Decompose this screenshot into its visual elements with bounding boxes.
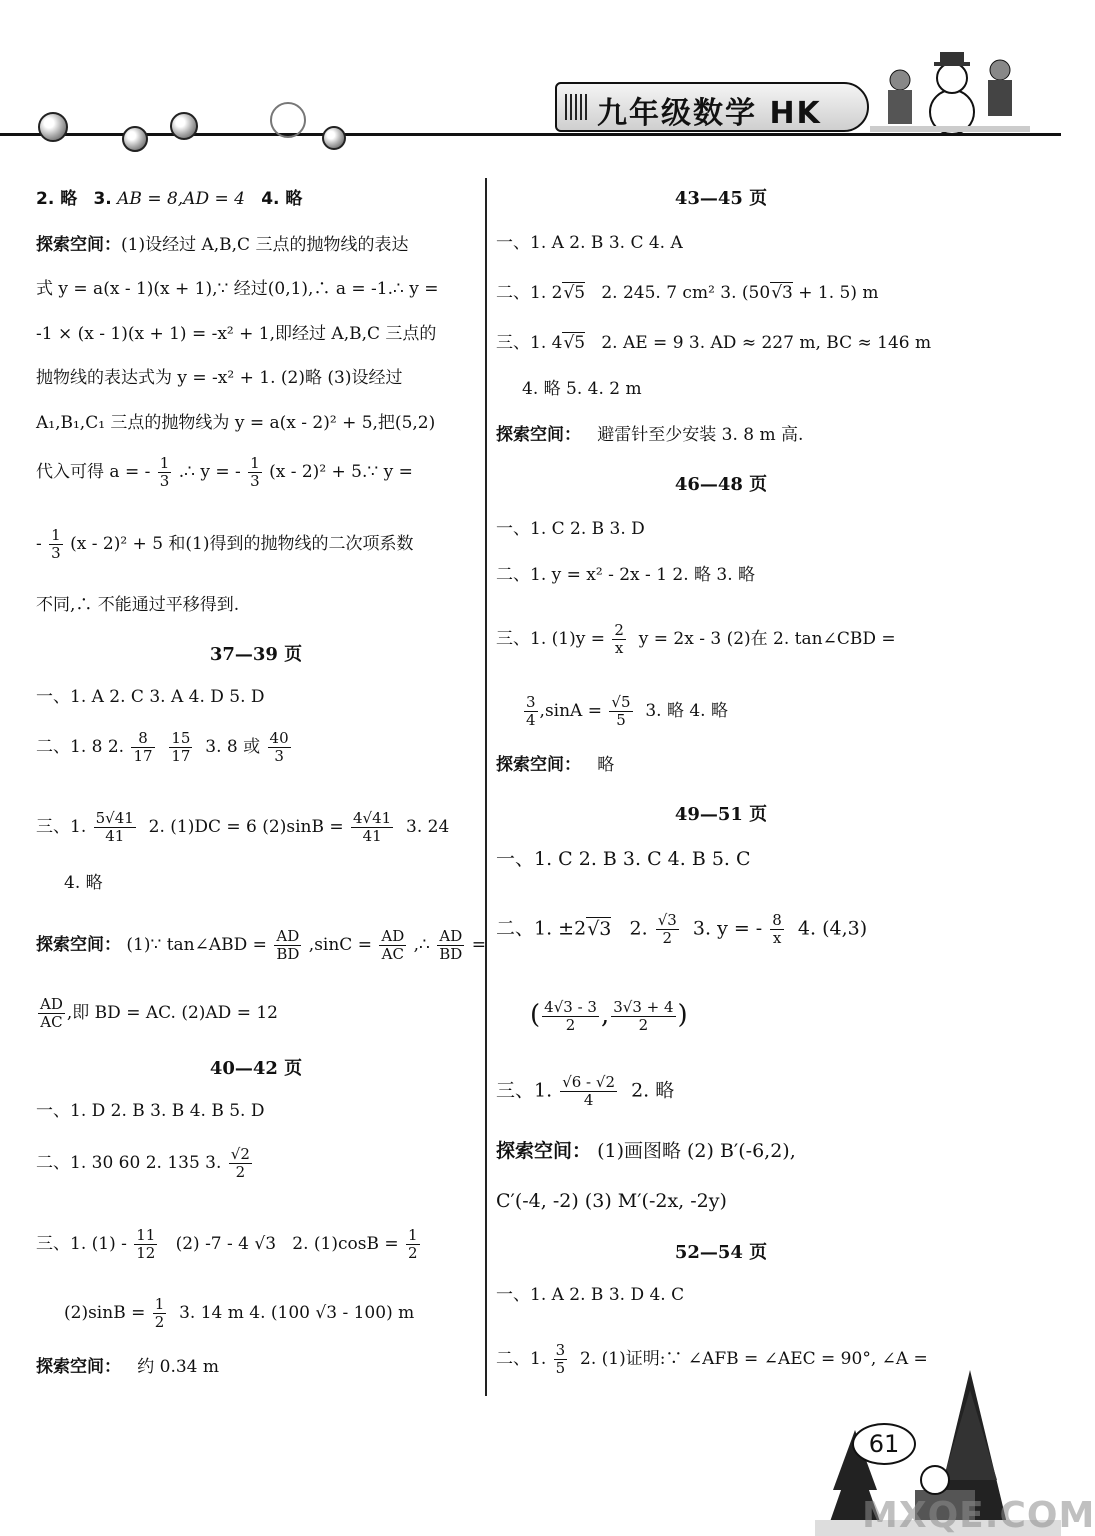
- fraction: $\frac{1}{2}$: [408, 1226, 418, 1262]
- fraction: $\frac{2}{x}$: [614, 621, 624, 657]
- explore-label: 探索空间：: [36, 935, 121, 955]
- fraction: $\frac{AD}{BD}$: [439, 927, 463, 963]
- fraction: $\frac{40}{3}$: [269, 729, 289, 765]
- explore-line: $\frac{AD}{AC}$ ,即 BD = AC. (2)AD = 12: [40, 995, 278, 1031]
- fraction: $\frac{√2}{2}$: [230, 1145, 250, 1181]
- section-title: 46—48 页: [674, 474, 768, 495]
- answer-line: 4. 略 5. 4. 2 m: [522, 379, 642, 399]
- explore-line: 探索空间： (1)∵ tan∠ABD = $\frac{AD}{BD}$ ,sinC = $\frac{AD}{AC}$ ,∴ $\frac{AD}{BD}$ =: [36, 927, 486, 963]
- fraction: $\frac{√6 - √2}{4}$: [562, 1073, 615, 1109]
- fraction: $\frac{8}{x}$: [772, 911, 782, 947]
- explore-line: 探索空间： 避雷针至少安装 3. 8 m 高.: [496, 425, 804, 445]
- answer-line: ( $\frac{4√3 - 3}{2}$ , $\frac{3√3 + 4}{2}$ ): [530, 997, 688, 1034]
- fraction: $\frac{3}{4}$: [526, 693, 536, 729]
- ornament-icon: [270, 102, 306, 138]
- ornament-icon: [322, 126, 346, 150]
- explore-line: A₁,B₁,C₁ 三点的抛物线为 y = a(x - 2)² + 5,把(5,2): [36, 413, 436, 433]
- answer-line: 三、1. $\frac{5√41}{41}$ 2. (1)DC = 6 (2)sinB = $\frac{4√41}{41}$ 3. 24: [36, 809, 450, 845]
- explore-line: - $\frac{1}{3}$ (x - 2)² + 5 和(1)得到的抛物线的二次项系数: [36, 526, 414, 562]
- answer-line: 三、1. (1)y = $\frac{2}{x}$ y = 2x - 3 (2)在 2. tan∠CBD =: [496, 621, 896, 657]
- explore-label: 探索空间：: [36, 1357, 121, 1377]
- explore-line: 代入可得 a = - $\frac{1}{3}$ .∴ y = - $\frac{1}{3}$ (x - 2)² + 5.∵ y =: [36, 454, 413, 490]
- explore-line: 式 y = a(x - 1)(x + 1),∵ 经过(0,1),∴ a = -1.∴ y =: [36, 279, 439, 299]
- page-title: 九年级数学 HK: [597, 96, 822, 131]
- answer-line: 一、1. A 2. B 3. D 4. C: [496, 1285, 685, 1305]
- explore-label: 探索空间：: [496, 425, 581, 445]
- answer-line: 2. 略 3. AB = 8,AD = 4 4. 略: [36, 189, 303, 209]
- fraction: $\frac{AD}{AC}$: [40, 995, 63, 1031]
- answer-line: 二、1. y = x² - 2x - 1 2. 略 3. 略: [496, 565, 756, 585]
- title-banner: [555, 82, 869, 132]
- watermark-text: MXQE.COM: [862, 1495, 1095, 1536]
- snowman-children-icon: [870, 40, 1030, 135]
- explore-line: 探索空间： 约 0.34 m: [36, 1357, 219, 1377]
- answer-line: 4. 略: [64, 873, 103, 893]
- section-title: 49—51 页: [674, 804, 768, 825]
- explore-line: 不同,∴ 不能通过平移得到.: [36, 595, 240, 615]
- fraction: $\frac{4√3 - 3}{2}$: [544, 997, 597, 1034]
- answer-line: (2)sinB = $\frac{1}{2}$ 3. 14 m 4. (100 √3 - 100) m: [64, 1295, 415, 1331]
- fraction: $\frac{AD}{AC}$: [381, 927, 405, 963]
- answer-line: 三、1. $\frac{√6 - √2}{4}$ 2. 略: [496, 1073, 675, 1109]
- fraction: $\frac{AD}{BD}$: [276, 927, 300, 963]
- answer-line: 二、1. ±2√3 2. $\frac{√3}{2}$ 3. y = - $\frac{8}{x}$ 4. (4,3): [496, 911, 868, 947]
- fraction: $\frac{8}{17}$: [133, 729, 153, 765]
- ornament-icon: [38, 112, 68, 142]
- fraction: $\frac{√5}{5}$: [611, 693, 631, 729]
- answer-line: 一、1. C 2. B 3. D: [496, 519, 645, 539]
- answer-line: 三、1. (1) - $\frac{11}{12}$ (2) -7 - 4 √3 2. (1)cosB = $\frac{1}{2}$: [36, 1226, 418, 1262]
- explore-line: 探索空间： 略: [496, 755, 615, 775]
- fraction: $\frac{15}{17}$: [171, 729, 191, 765]
- ornament-icon: [170, 112, 198, 140]
- column-divider: [485, 178, 487, 1396]
- explore-line: -1 × (x - 1)(x + 1) = -x² + 1,即经过 A,B,C 三点的: [36, 324, 437, 344]
- answer-line: 二、1. 8 2. $\frac{8}{17}$ $\frac{15}{17}$ 3. 8 或 $\frac{40}{3}$: [36, 729, 289, 765]
- answer-line: 二、1. $\frac{3}{5}$ 2. (1)证明:∵ ∠AFB = ∠AEC = 90°, ∠A =: [496, 1341, 928, 1377]
- section-title: 37—39 页: [209, 644, 303, 665]
- fraction: $\frac{3}{5}$: [555, 1341, 566, 1377]
- explore-line: 抛物线的表达式为 y = -x² + 1. (2)略 (3)设经过: [36, 368, 403, 388]
- explore-line: 探索空间：(1)设经过 A,B,C 三点的抛物线的表达: [36, 235, 409, 255]
- fraction: $\frac{11}{12}$: [136, 1226, 156, 1262]
- explore-label: 探索空间：: [496, 755, 581, 775]
- answer-line: 一、1. C 2. B 3. C 4. B 5. C: [496, 848, 751, 870]
- section-title: 43—45 页: [674, 188, 768, 209]
- explore-label: 探索空间：: [496, 1140, 592, 1162]
- fraction: $\frac{5√41}{41}$: [95, 809, 134, 845]
- fraction: $\frac{3√3 + 4}{2}$: [613, 997, 674, 1034]
- page-number: 61: [852, 1423, 916, 1465]
- answer-line: 三、1. 4√5 2. AE = 9 3. AD ≈ 227 m, BC ≈ 146 m: [496, 333, 932, 353]
- answer-line: 一、1. A 2. B 3. C 4. A: [496, 233, 683, 253]
- fraction: $\frac{4√41}{41}$: [353, 809, 392, 845]
- explore-line: C′(-4, -2) (3) M′(-2x, -2y): [496, 1190, 727, 1212]
- fraction: $\frac{√3}{2}$: [657, 911, 677, 947]
- fraction: $\frac{1}{2}$: [154, 1295, 165, 1331]
- ornament-icon: [122, 126, 148, 152]
- section-title: 52—54 页: [674, 1242, 768, 1263]
- section-title: 40—42 页: [209, 1058, 303, 1079]
- explore-line: 探索空间： (1)画图略 (2) B′(-6,2),: [496, 1140, 796, 1162]
- fraction: $\frac{1}{3}$: [250, 454, 260, 490]
- page-header: [0, 0, 1061, 160]
- answer-line: 二、1. 30 60 2. 135 3. $\frac{√2}{2}$: [36, 1145, 250, 1181]
- answer-line: 二、1. 2√5 2. 245. 7 cm² 3. (50√3 + 1. 5) m: [496, 283, 879, 303]
- fraction: $\frac{1}{3}$: [159, 454, 170, 490]
- explore-label: 探索空间：: [36, 235, 121, 255]
- answer-line: 一、1. A 2. C 3. A 4. D 5. D: [36, 687, 265, 707]
- banner-lines-icon: [565, 94, 589, 120]
- fraction: $\frac{1}{3}$: [51, 526, 61, 562]
- answer-line: $\frac{3}{4}$ ,sinA = $\frac{√5}{5}$ 3. 略 4. 略: [526, 693, 728, 729]
- answer-line: 一、1. D 2. B 3. B 4. B 5. D: [36, 1101, 265, 1121]
